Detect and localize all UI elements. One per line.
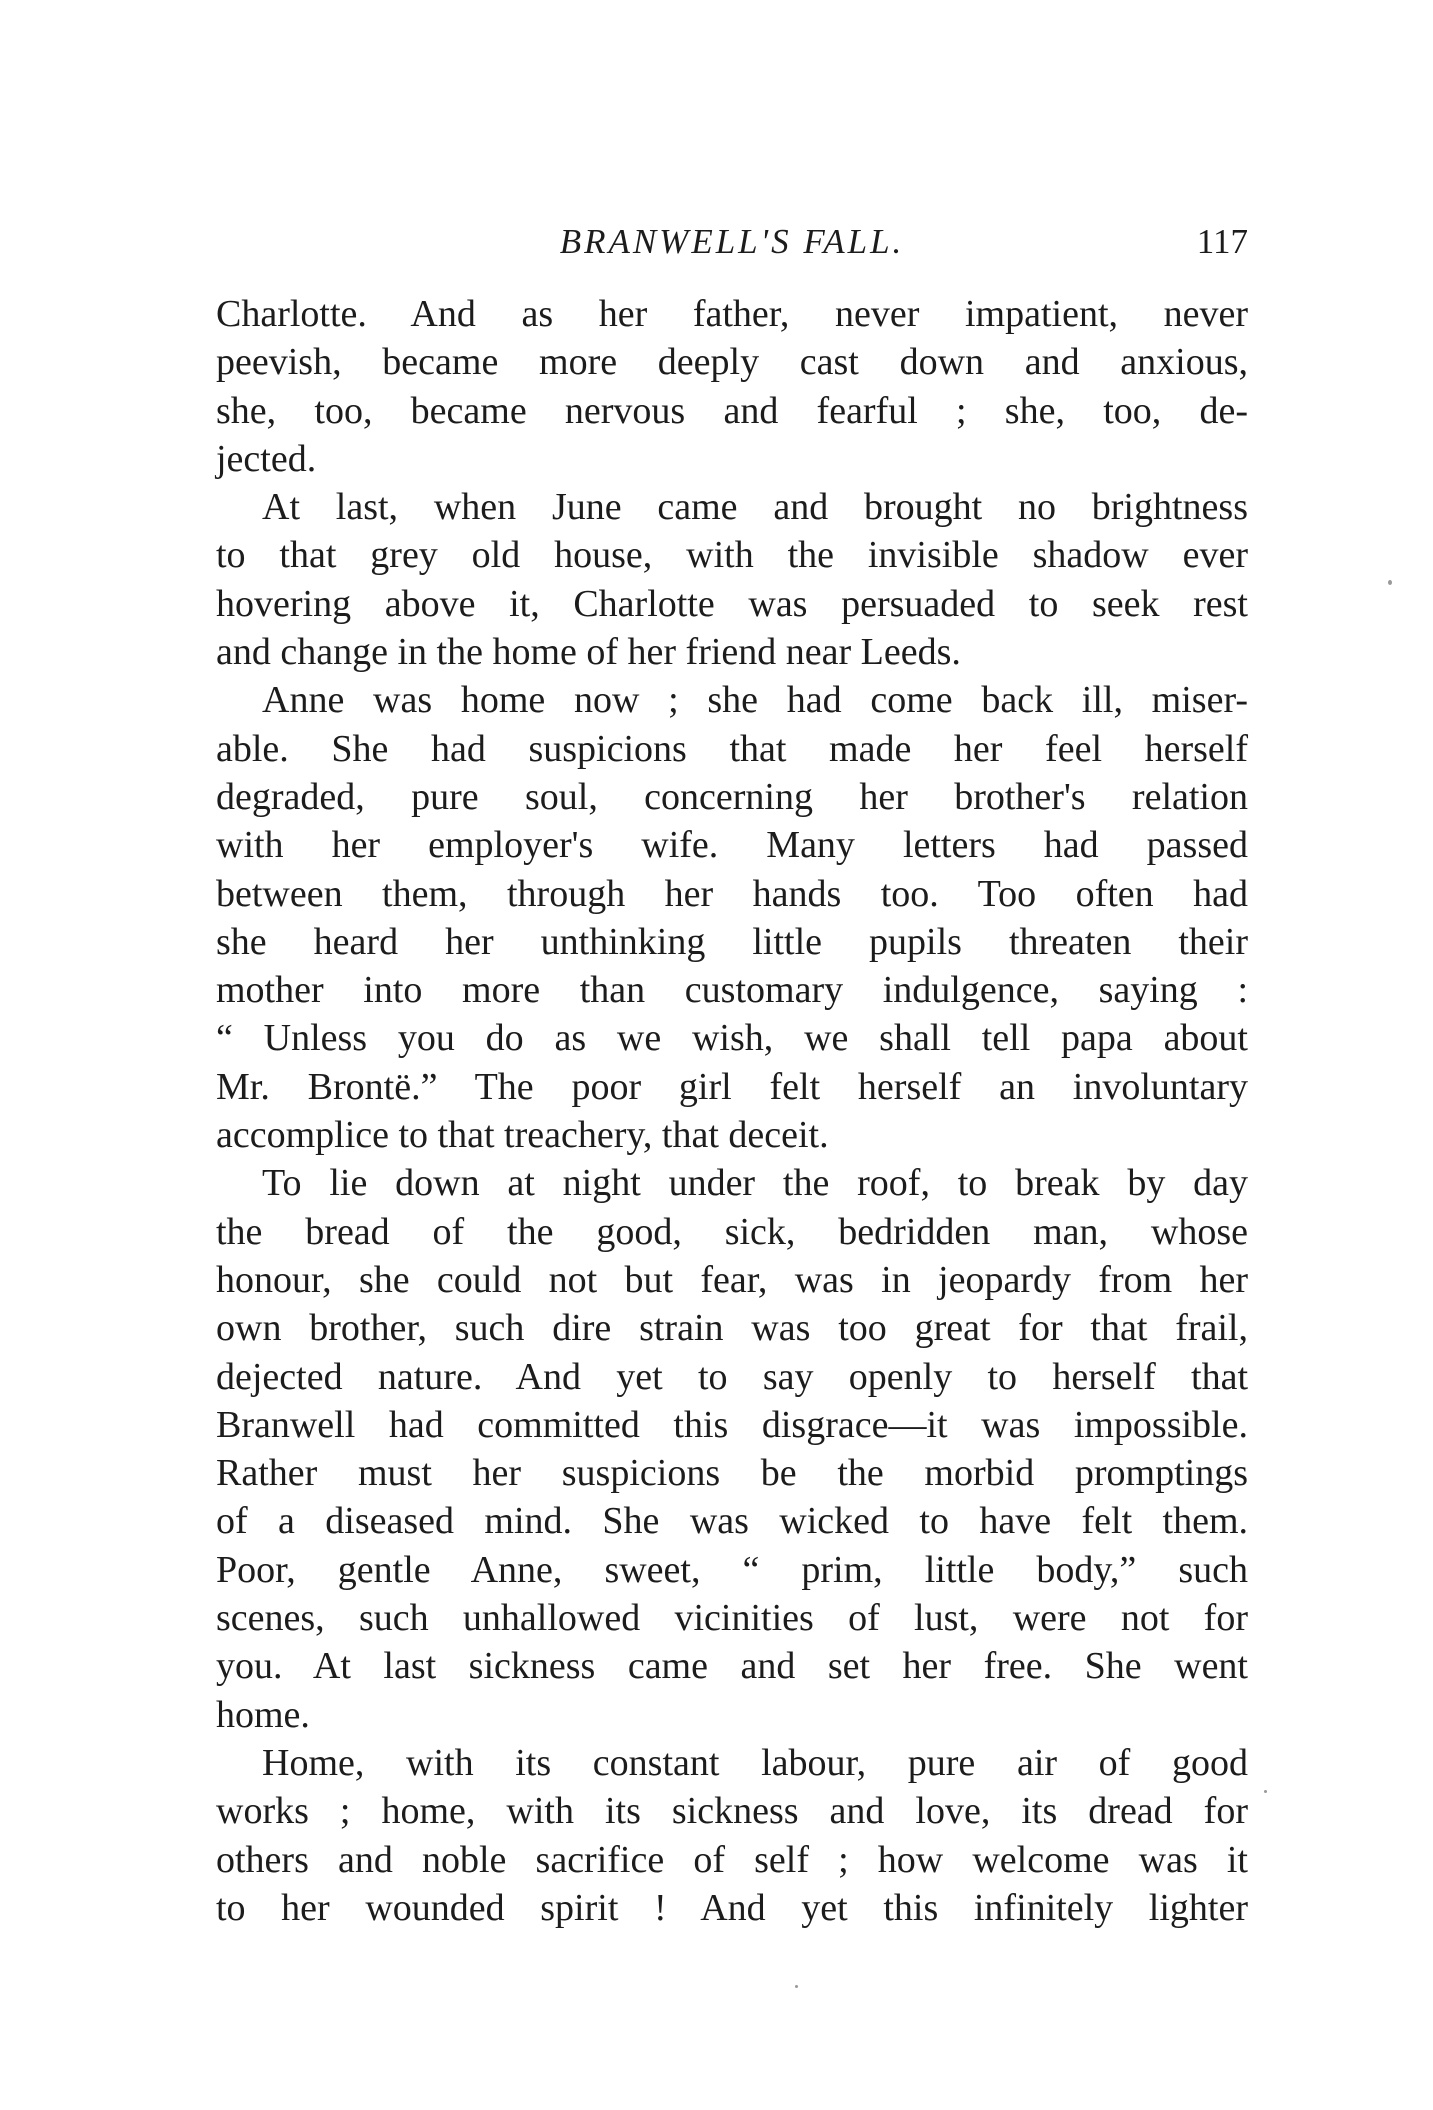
paper-speck (1264, 1790, 1267, 1793)
text-line: Poor, gentle Anne, sweet, “ prim, little body,” such (216, 1548, 1248, 1591)
text-line: At last, when June came and brought no brightness (262, 486, 1248, 529)
text-line: she heard her unthinking little pupils threaten their (216, 920, 1248, 963)
text-line: to her wounded spirit ! And yet this infinitely lighter (216, 1886, 1248, 1929)
paragraph-4 (216, 1159, 1248, 1739)
text-line: the bread of the good, sick, bedridden man, whose (216, 1210, 1248, 1253)
text-line: mother into more than customary indulgence, saying : (216, 969, 1248, 1012)
text-line: degraded, pure soul, concerning her brother's relation (216, 775, 1248, 818)
running-head (216, 212, 1248, 272)
text-line: Charlotte. And as her father, never impatient, never (216, 293, 1248, 335)
paragraph-2 (216, 483, 1248, 676)
text-line: jected. (216, 437, 317, 480)
text-line: between them, through her hands too. Too often had (216, 872, 1248, 915)
text-line: with her employer's wife. Many letters had passed (216, 824, 1248, 867)
text-line: Home, with its constant labour, pure air of good (262, 1741, 1248, 1784)
text-line: and change in the home of her friend near Leeds. (216, 631, 961, 674)
paragraph-5 (216, 1739, 1248, 1932)
text-line: To lie down at night under the roof, to break by day (262, 1162, 1248, 1205)
text-line: Rather must her suspicions be the morbid promptings (216, 1452, 1248, 1495)
text-line: Mr. Brontë.” The poor girl felt herself an involuntary (216, 1065, 1248, 1108)
text-line: you. At last sickness came and set her free. She went (216, 1645, 1248, 1688)
text-line: of a diseased mind. She was wicked to have felt them. (216, 1500, 1248, 1543)
paper-speck (1388, 580, 1392, 585)
text-line: own brother, such dire strain was too great for that frail, (216, 1307, 1248, 1350)
text-line: Branwell had committed this disgrace—it was impossible. (216, 1403, 1248, 1446)
text-line: others and noble sacrifice of self ; how welcome was it (216, 1838, 1248, 1881)
text-line: Anne was home now ; she had come back ill, miser- (262, 679, 1248, 722)
page-number: 117 (1196, 222, 1248, 261)
text-line: honour, she could not but fear, was in jeopardy from her (216, 1258, 1248, 1301)
text-line: home. (216, 1693, 310, 1736)
body-text (216, 290, 1248, 1932)
text-line: to that grey old house, with the invisible shadow ever (216, 534, 1248, 577)
paper-speck (795, 1985, 798, 1988)
text-line: hovering above it, Charlotte was persuaded to seek rest (216, 582, 1248, 625)
text-line: able. She had suspicions that made her feel herself (216, 727, 1248, 770)
text-line: peevish, became more deeply cast down and anxious, (216, 341, 1248, 384)
text-line: scenes, such unhallowed vicinities of lust, were not for (216, 1597, 1248, 1640)
running-title: BRANWELL'S FALL. (559, 222, 905, 261)
paragraph-3 (216, 676, 1248, 1159)
paragraph-1 (216, 290, 1248, 483)
text-line: “ Unless you do as we wish, we shall tell papa about (216, 1017, 1248, 1060)
text-line: works ; home, with its sickness and love, its dread for (216, 1790, 1248, 1833)
text-line: accomplice to that treachery, that deceit. (216, 1114, 829, 1157)
text-line: dejected nature. And yet to say openly to herself that (216, 1355, 1248, 1398)
text-line: she, too, became nervous and fearful ; she, too, de- (216, 389, 1248, 432)
